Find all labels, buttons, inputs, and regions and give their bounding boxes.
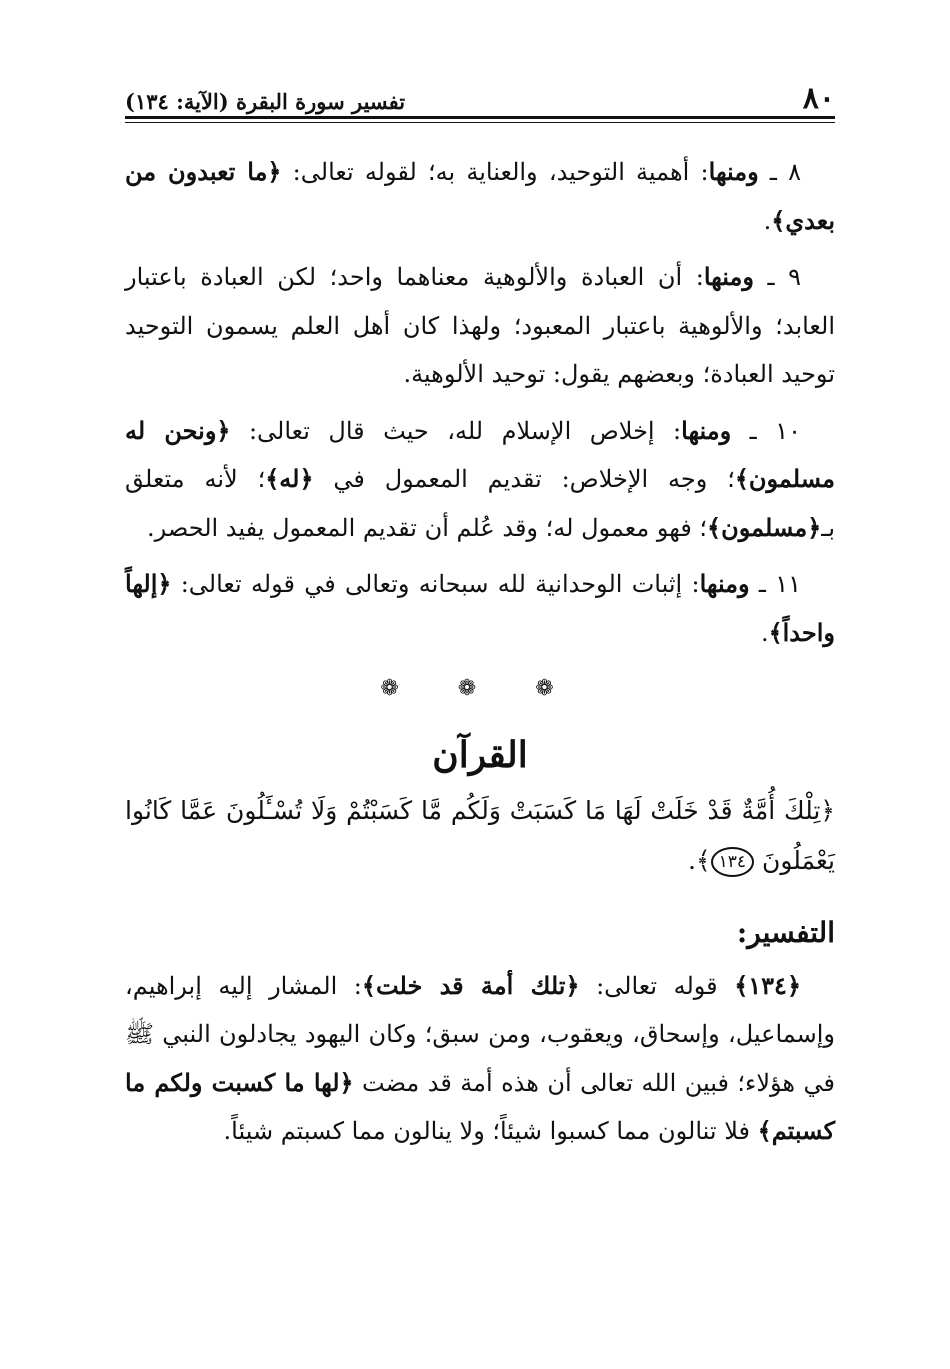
paragraph-9 (125, 253, 835, 399)
quran-quote: ﴿ونحن له مسلمون﴾ (125, 415, 835, 493)
star-ornament-icon: ❁ (535, 676, 580, 701)
quran-quote: ﴿له﴾ (265, 464, 314, 493)
keyword: ومنها (703, 262, 754, 291)
paragraph-text: : إثبات الوحدانية لله سبحانه وتعالى في قوله تعالى: (171, 570, 700, 598)
keyword: ومنها (699, 569, 750, 598)
paragraph-text: : أهمية التوحيد، والعناية به؛ لقوله تعالى: (281, 158, 709, 186)
page-number: ٨٠ (802, 81, 835, 116)
quran-quote: ﴿ما تعبدون من بعدي﴾ (125, 157, 835, 235)
paragraph-text: فلا تنالون مما كسبوا شيئاً؛ ولا ينالون مما كسبتم شيئاً. (223, 1117, 758, 1145)
paragraph-text: قوله تعالى: (579, 971, 735, 1000)
paragraph-text: ؛ وجه الإخلاص: تقديم المعمول في (313, 465, 735, 493)
paragraph-end: . (763, 206, 772, 235)
verse-end: ﴾. (688, 845, 711, 875)
paragraph-text: : إخلاص الإسلام لله، حيث قال تعالى: (230, 416, 682, 445)
paragraph-end: . (760, 618, 769, 647)
tafsir-paragraph (125, 962, 835, 1156)
verse-number-quote: ﴿١٣٤﴾ (734, 970, 801, 1000)
keyword: ومنها (708, 157, 759, 186)
quran-quote: ﴿لها ما كسبت ولكم ما كسبتم﴾ (125, 1067, 835, 1145)
ayah-number-marker: ١٣٤ (711, 847, 754, 877)
tafsir-heading: التفسير: (736, 915, 835, 949)
paragraph-10 (125, 407, 835, 553)
section-title: القرآن (432, 733, 528, 776)
running-title: تفسير سورة البقرة (الآية: ١٣٤) (125, 89, 406, 114)
header-rule-thick (125, 116, 835, 119)
quran-quote: ﴿تلك أمة قد خلت﴾ (361, 970, 580, 1000)
quran-quote: ﴿إلهاً واحداً﴾ (125, 569, 835, 647)
paragraph-text: ؛ فهو معمول له؛ وقد عُلم أن تقديم المعمول يفيد الحصر. (147, 513, 708, 542)
page-content (125, 148, 835, 1164)
paragraph-8 (125, 148, 835, 245)
section-divider-stars (125, 665, 835, 714)
quran-verse (125, 786, 835, 886)
paragraph-number: ٨ ـ (758, 158, 801, 186)
quran-quote: ﴿مسلمون﴾ (707, 512, 822, 542)
star-ornament-icon: ❁ (457, 676, 503, 701)
paragraph-text: : المشار إليه إبراهيم، وإسماعيل، وإسحاق، ويعقوب، ومن سبق؛ وكان اليهود يجادلون النبي ﷺ في هؤلاء؛ فبين الله تعالى أن هذه أمة قد مضت (125, 971, 835, 1097)
paragraph-text: : أن العبادة والألوهية معناهما واحد؛ لكن العبادة باعتبار العابد؛ والألوهية باعتبار المعبود؛ ولهذا كان أهل العلم يسمون التوحيد توحيد العبادة؛ وبعضهم يقول: توحيد الألوهية. (125, 263, 835, 388)
keyword: ومنها (681, 415, 732, 445)
verse-text: ﴿تِلْكَ أُمَّةٌ قَدْ خَلَتْ لَهَا مَا كَسَبَتْ وَلَكُم مَّا كَسَبْتُمْ وَلَا تُسْـَٔلُونَ عَمَّا كَانُوا يَعْمَلُونَ (125, 795, 835, 875)
star-ornament-icon: ❁ (380, 676, 425, 701)
paragraph-text: ؛ لأنه متعلق بـ (125, 465, 835, 542)
paragraph-number: ٩ ـ (753, 263, 801, 291)
paragraph-number: ١٠ ـ (731, 416, 801, 445)
paragraph-11 (125, 560, 835, 657)
page-header (125, 74, 835, 114)
header-rule-thin (125, 122, 835, 123)
paragraph-number: ١١ ـ (749, 570, 801, 598)
